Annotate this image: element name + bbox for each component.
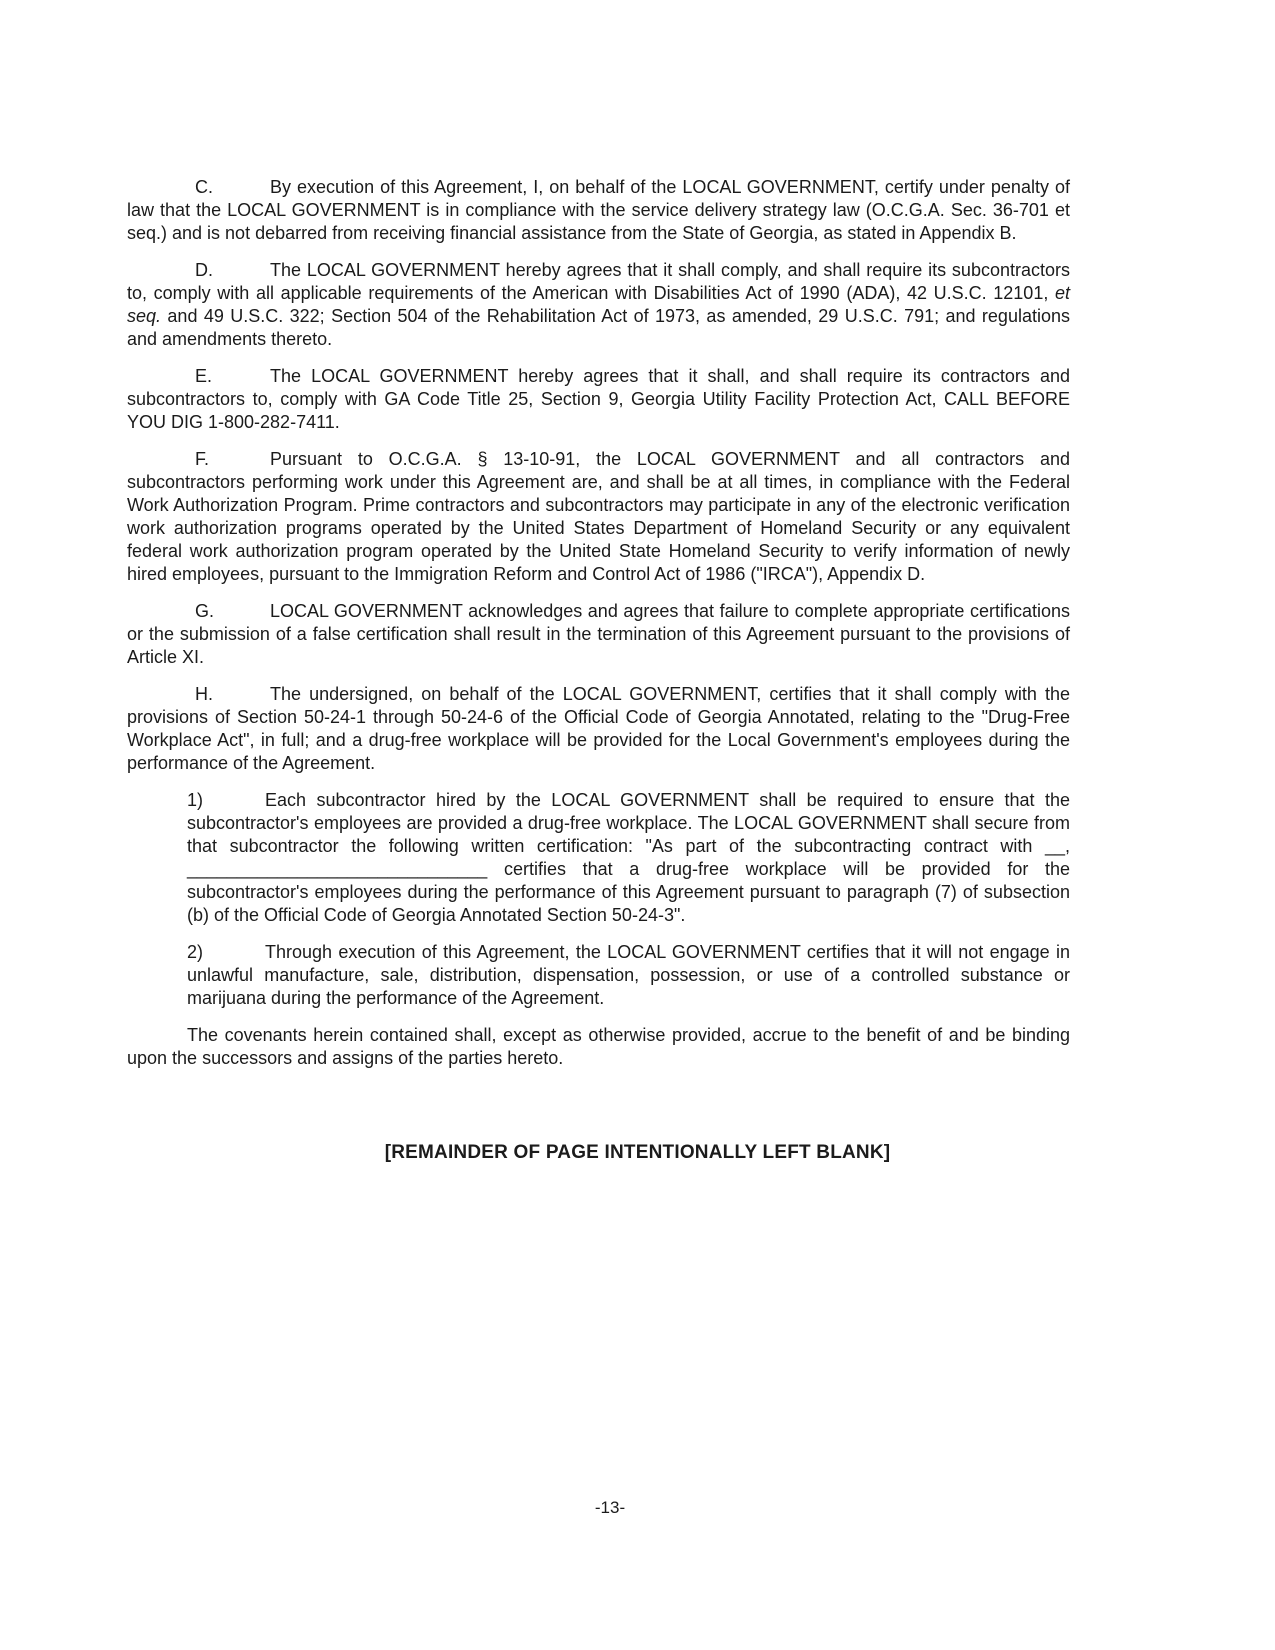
subparagraph-1-label: 1) [187,790,204,810]
paragraph-d-label: D. [195,260,213,280]
paragraph-c [127,176,1070,245]
paragraph-d-italic-citation: et seq. [127,283,1070,326]
paragraph-g-label: G. [195,601,215,621]
subparagraph-1-text: Each subcontractor hired by the LOCAL GOVERNMENT shall be required to ensure that the subcontractor's employees are provided a drug-free workplace. The LOCAL GOVERNMENT shall secure from that subcontractor the following written certification: "As part of the subcontracting contract with __, ______________________________ certifies that a drug-free workplace will be provided for the subcontractor's employees during the performance of this Agreement pursuant to paragraph (7) of subsection (b) of the Official Code of Georgia Annotated Section 50-24-3". [187,790,1070,925]
paragraph-e-text: The LOCAL GOVERNMENT hereby agrees that it shall, and shall require its contractors and subcontractors to, comply with GA Code Title 25, Section 9, Georgia Utility Facility Protection Act, CALL BEFORE YOU DIG 1-800-282-7411. [127,366,1070,432]
paragraph-h-text: The undersigned, on behalf of the LOCAL GOVERNMENT, certifies that it shall comply with the provisions of Section 50-24-1 through 50-24-6 of the Official Code of Georgia Annotated, relating to the "Drug-Free Workplace Act", in full; and a drug-free workplace will be provided for the Local Government's employees during the performance of the Agreement. [127,684,1070,773]
paragraph-c-label: C. [195,177,213,197]
paragraph-d-text-before: The LOCAL GOVERNMENT hereby agrees that it shall comply, and shall require its subcontractors to, comply with all applicable requirements of the American with Disabilities Act of 1990 (ADA), 42 U.S.C. 12101, [127,260,1070,303]
paragraph-h-label: H. [195,684,213,704]
remainder-of-page-notice: [REMAINDER OF PAGE INTENTIONALLY LEFT BLANK] [384,1142,891,1163]
subparagraph-1 [187,789,1070,927]
paragraph-f-label: F. [195,449,210,469]
closing-paragraph: The covenants herein contained shall, except as otherwise provided, accrue to the benefit of and be binding upon the successors and assigns of the parties hereto. [127,1025,1070,1068]
subparagraph-2 [187,941,1070,1010]
subparagraph-2-text: Through execution of this Agreement, the LOCAL GOVERNMENT certifies that it will not engage in unlawful manufacture, sale, distribution, dispensation, possession, or use of a controlled substance or marijuana during the performance of the Agreement. [187,942,1070,1008]
page-number: -13- [594,1498,626,1517]
paragraph-e-label: E. [195,366,213,386]
paragraph-h [127,683,1070,775]
paragraph-f [127,448,1070,586]
subparagraph-2-label: 2) [187,942,204,962]
paragraph-e [127,365,1070,434]
paragraph-g [127,600,1070,669]
document-body [127,176,1070,1070]
paragraph-d [127,259,1070,351]
paragraph-d-text-after: and 49 U.S.C. 322; Section 504 of the Rehabilitation Act of 1973, as amended, 29 U.S.C. 791; and regulations and amendments thereto. [127,306,1070,349]
paragraph-f-text: Pursuant to O.C.G.A. § 13-10-91, the LOCAL GOVERNMENT and all contractors and subcontractors performing work under this Agreement are, and shall be at all times, in compliance with the Federal Work Authorization Program. Prime contractors and subcontractors may participate in any of the electronic verification work authorization programs operated by the United States Department of Homeland Security or any equivalent federal work authorization program operated by the United State Homeland Security to verify information of newly hired employees, pursuant to the Immigration Reform and Control Act of 1986 ("IRCA"), Appendix D. [127,449,1070,584]
paragraph-g-text: LOCAL GOVERNMENT acknowledges and agrees that failure to complete appropriate certifications or the submission of a false certification shall result in the termination of this Agreement pursuant to the provisions of Article XI. [127,601,1070,667]
paragraph-c-text: By execution of this Agreement, I, on behalf of the LOCAL GOVERNMENT, certify under penalty of law that the LOCAL GOVERNMENT is in compliance with the service delivery strategy law (O.C.G.A. Sec. 36-701 et seq.) and is not debarred from receiving financial assistance from the State of Georgia, as stated in Appendix B. [127,177,1070,243]
